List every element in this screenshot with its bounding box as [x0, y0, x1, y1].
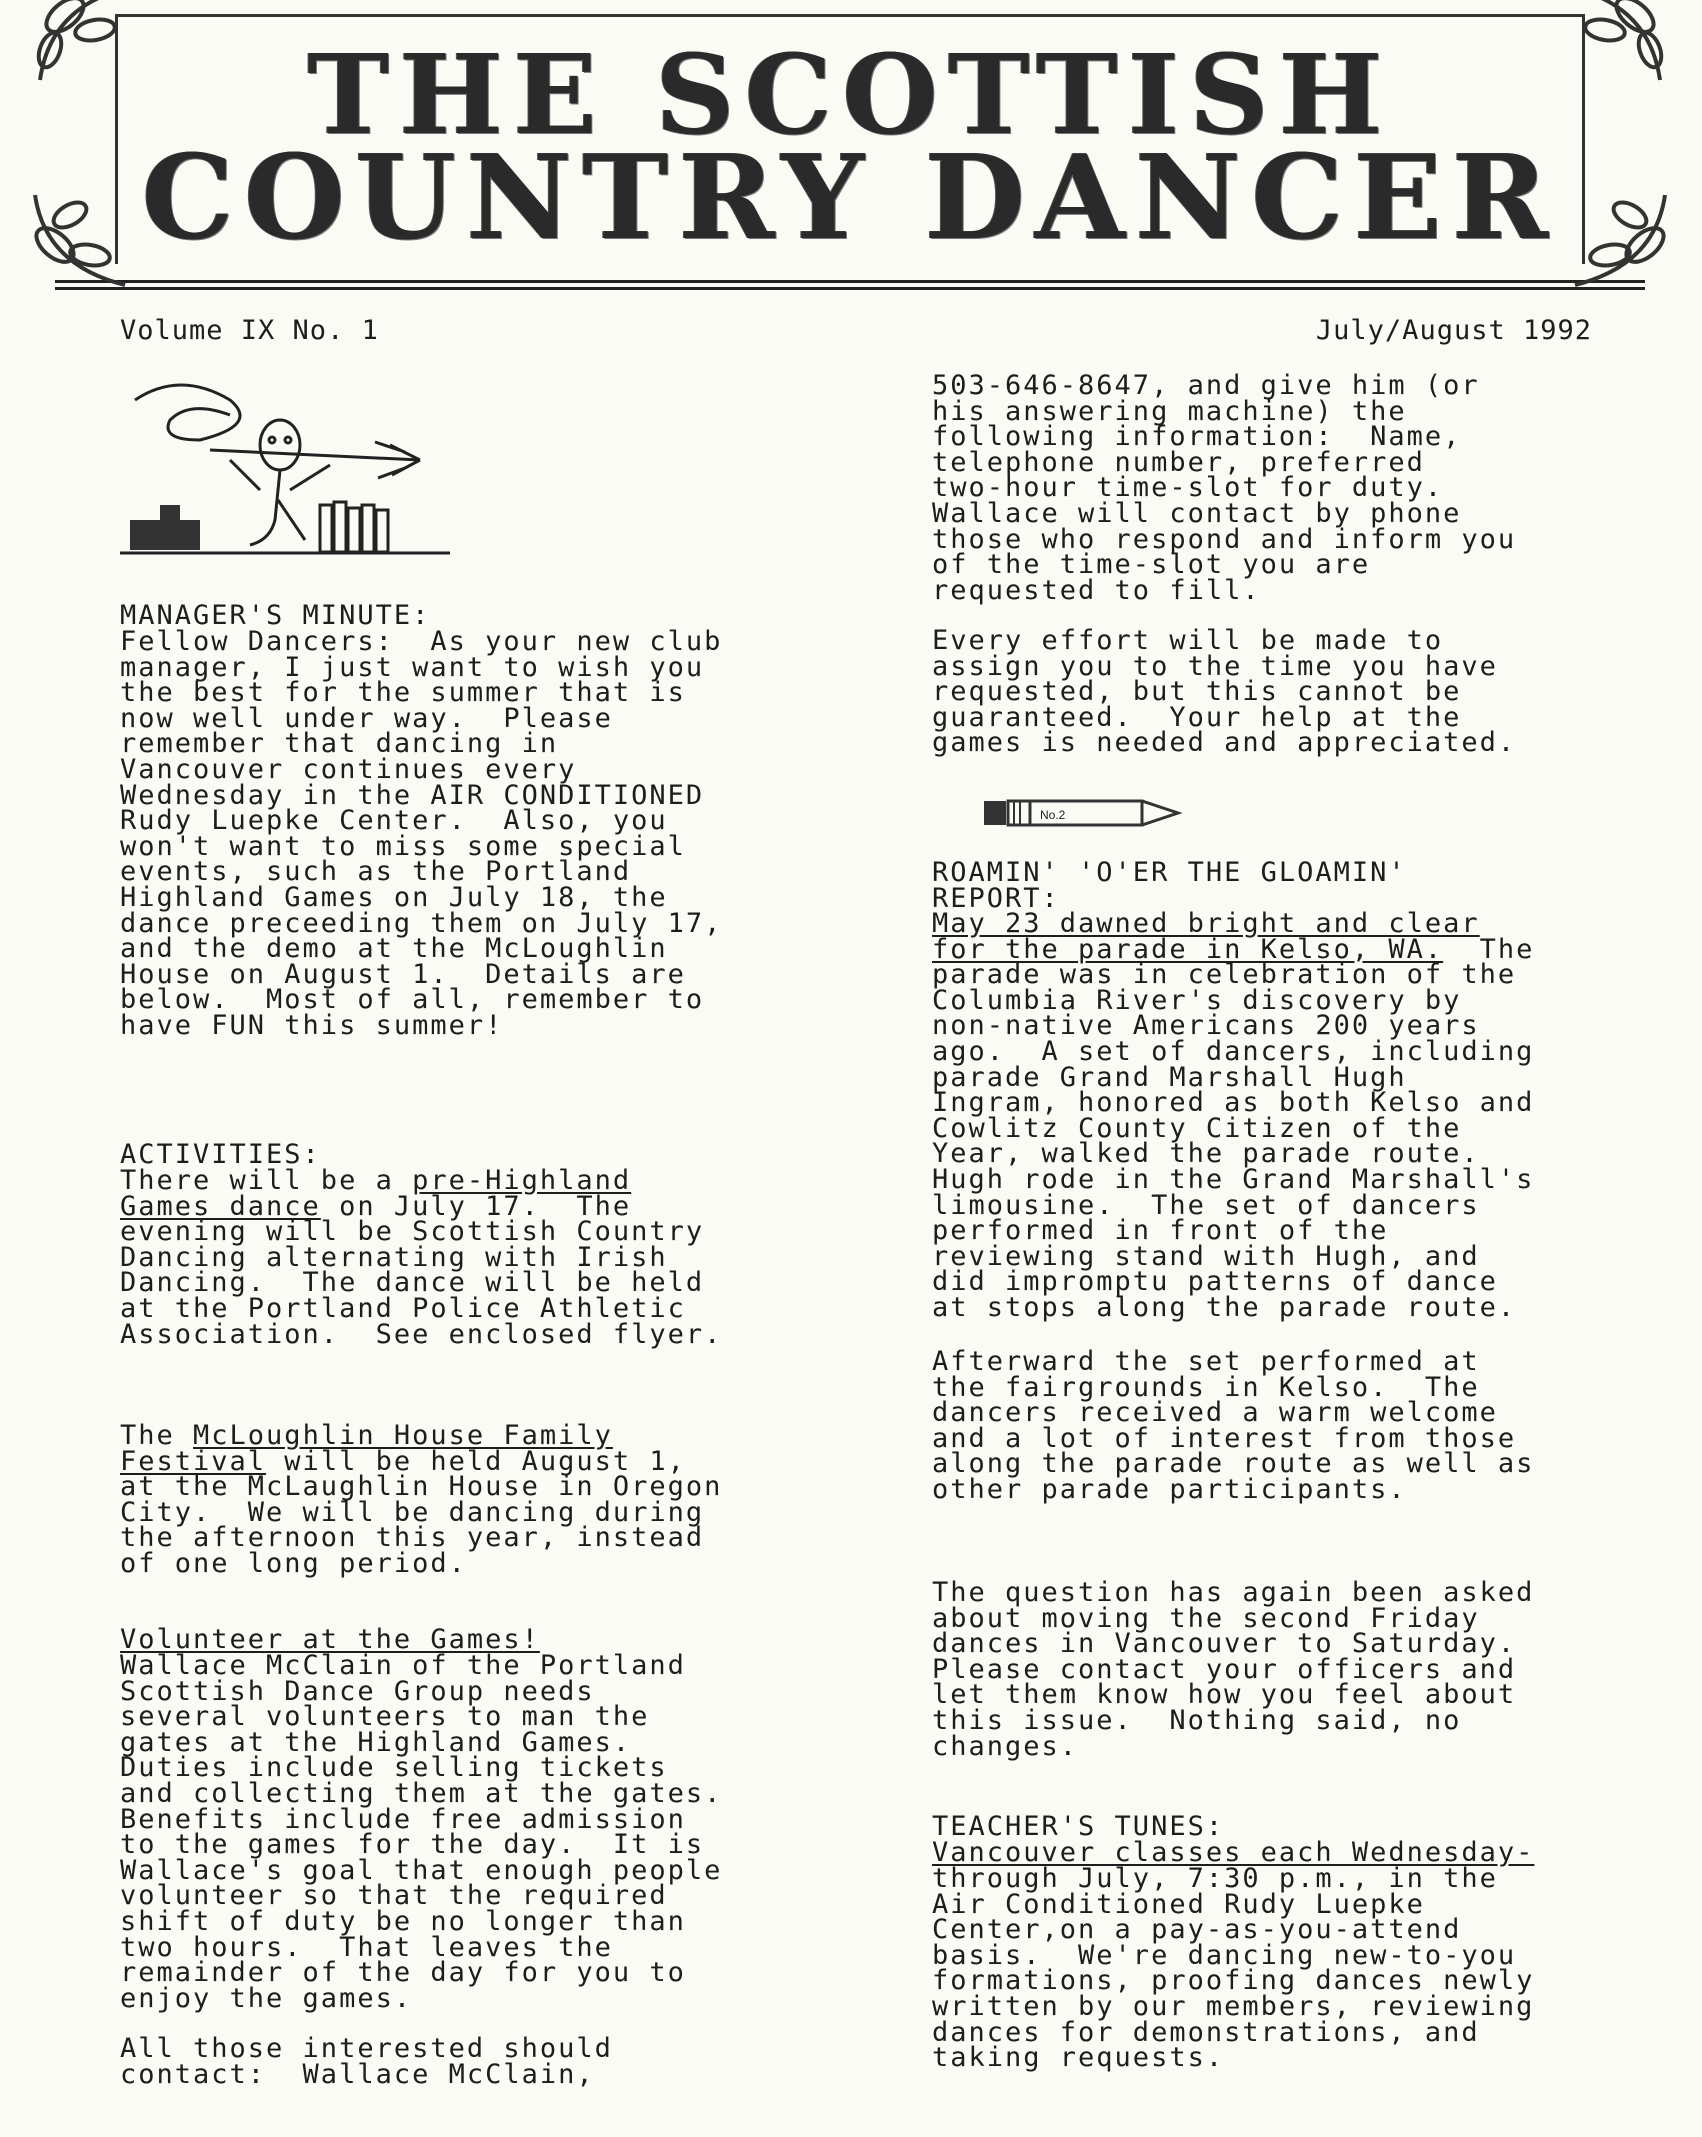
volunteer-effort: Every effort will be made to assign you to the time you have requested, but this cannot be guaranteed. Your help at the games is needed and appreciated. — [932, 625, 1517, 759]
activities-paragraph-2 — [120, 1420, 723, 1579]
roamin-lead-line2: for the parade in Kelso, WA. — [932, 933, 1444, 965]
activities-paragraph-1 — [120, 1165, 723, 1350]
masthead-frame-top — [115, 14, 1585, 17]
pencil-icon — [982, 797, 1182, 829]
teachers-tunes-lead: Vancouver classes each Wednesday- — [932, 1837, 1535, 1868]
roamin-body-text: parade was in celebration of the Columbia River's discovery by non-native Americans 200 years ago. A set of dancers, including parade Grand Marshall Hugh Ingram, honored as both Kelso and Cowlitz County Citizen of the Year, walked the parade route. Hugh rode in the Grand Marshall's limousine. The set of dancers performed in front of the reviewing stand with Hugh, and did impromptu patterns of dance at stops along the parade route. — [932, 959, 1535, 1323]
masthead-title-line1: THE SCOTTISH — [307, 30, 1393, 159]
activities-p2-lead: The — [120, 1420, 194, 1451]
pencil-label: No.2 — [1040, 808, 1066, 822]
volunteer-contact-continued: 503-646-8647, and give him (or his answering machine) the following information: Name, telephone number, preferred two-hour time-slot for duty. Wallace will contact by phone those who respond and inform you of the time-slot you are requested to fill. — [932, 370, 1517, 606]
festival-title-cont: Festival — [120, 1445, 267, 1477]
issue-date: July/August 1992 — [1315, 315, 1592, 346]
activities-p1-after: on July 17. The — [320, 1190, 632, 1222]
volunteer-heading: Volunteer at the Games! — [120, 1624, 540, 1655]
teachers-tunes-heading: TEACHER'S TUNES: — [932, 1811, 1225, 1842]
masthead-title-line2: COUNTRY DANCER — [141, 130, 1559, 266]
question-body: The question has again been asked about moving the second Friday dances in Vancouver to Saturday. Please contact your officers and let them know how you feel about this issue. Nothing said, no changes. — [932, 1577, 1535, 1762]
games-dance-link: Games dance — [120, 1190, 321, 1222]
volunteer-body: Wallace McClain of the Portland Scottish Dance Group needs several volunteers to man the gates at the Highland Games. Duties include selling tickets and collecting them at the gates. Benefits include free admission to the games for the day. It is Wallace's goal that enough people volunteer so that the required shift of duty be no longer than two hours. That leaves the remainder of the day for you to enjoy the games. — [120, 1650, 723, 2014]
roamin-heading: ROAMIN' 'O'ER THE GLOAMIN' REPORT: — [932, 857, 1407, 914]
activities-p1-lead: There will be a — [120, 1165, 413, 1196]
teachers-tunes-body: through July, 7:30 p.m., in the Air Conditioned Rudy Luepke Center,on a pay-as-you-attend basis. We're dancing new-to-you formations, proofing dances newly written by our members, reviewing dances for demonstrations, and taking requests. — [932, 1863, 1535, 2074]
activities-heading: ACTIVITIES: — [120, 1139, 321, 1170]
roamin-lead-line1: May 23 dawned bright and clear — [932, 908, 1480, 939]
volunteer-contact: All those interested should contact: Wallace McClain, — [120, 2033, 613, 2090]
masthead — [55, 0, 1645, 290]
activities-p2-after: will be held August 1, — [266, 1445, 686, 1477]
roamin-lead-after: The — [1443, 933, 1535, 965]
mcloughlin-festival-title: McLoughlin House Family — [193, 1420, 613, 1451]
issue-volume: Volume IX No. 1 — [120, 315, 379, 346]
pre-highland-link: pre-Highland — [412, 1165, 632, 1196]
activities-p1-body: evening will be Scottish Country Dancing alternating with Irish Dancing. The dance will be held at the Portland Police Athletic Association. See enclosed flyer. — [120, 1216, 723, 1350]
roamin-body — [932, 908, 1535, 1323]
activities-p2-body: at the McLaughlin House in Oregon City. We will be dancing during the afternoon this year, instead of one long period. — [120, 1471, 723, 1579]
managers-minute-body: Fellow Dancers: As your new club manager, I just want to wish you the best for the summer that is now well under way. Please remember that dancing in Vancouver continues every Wednesday in the AIR CONDITIONED Rudy Luepke Center. Also, you won't want to miss some special events, such as the Portland Highland Games on July 18, the dance preceeding them on July 17, and the demo at the McLoughlin House on August 1. Details are below. Most of all, remember to have FUN this summer! — [120, 626, 723, 1041]
managers-minute-heading: MANAGER'S MINUTE: — [120, 600, 431, 631]
dancer-cartoon-icon — [120, 380, 450, 560]
roamin-afterward: Afterward the set performed at the fairgrounds in Kelso. The dancers received a warm welcome and a lot of interest from those along the parade route as well as other parade participants. — [932, 1346, 1535, 1505]
